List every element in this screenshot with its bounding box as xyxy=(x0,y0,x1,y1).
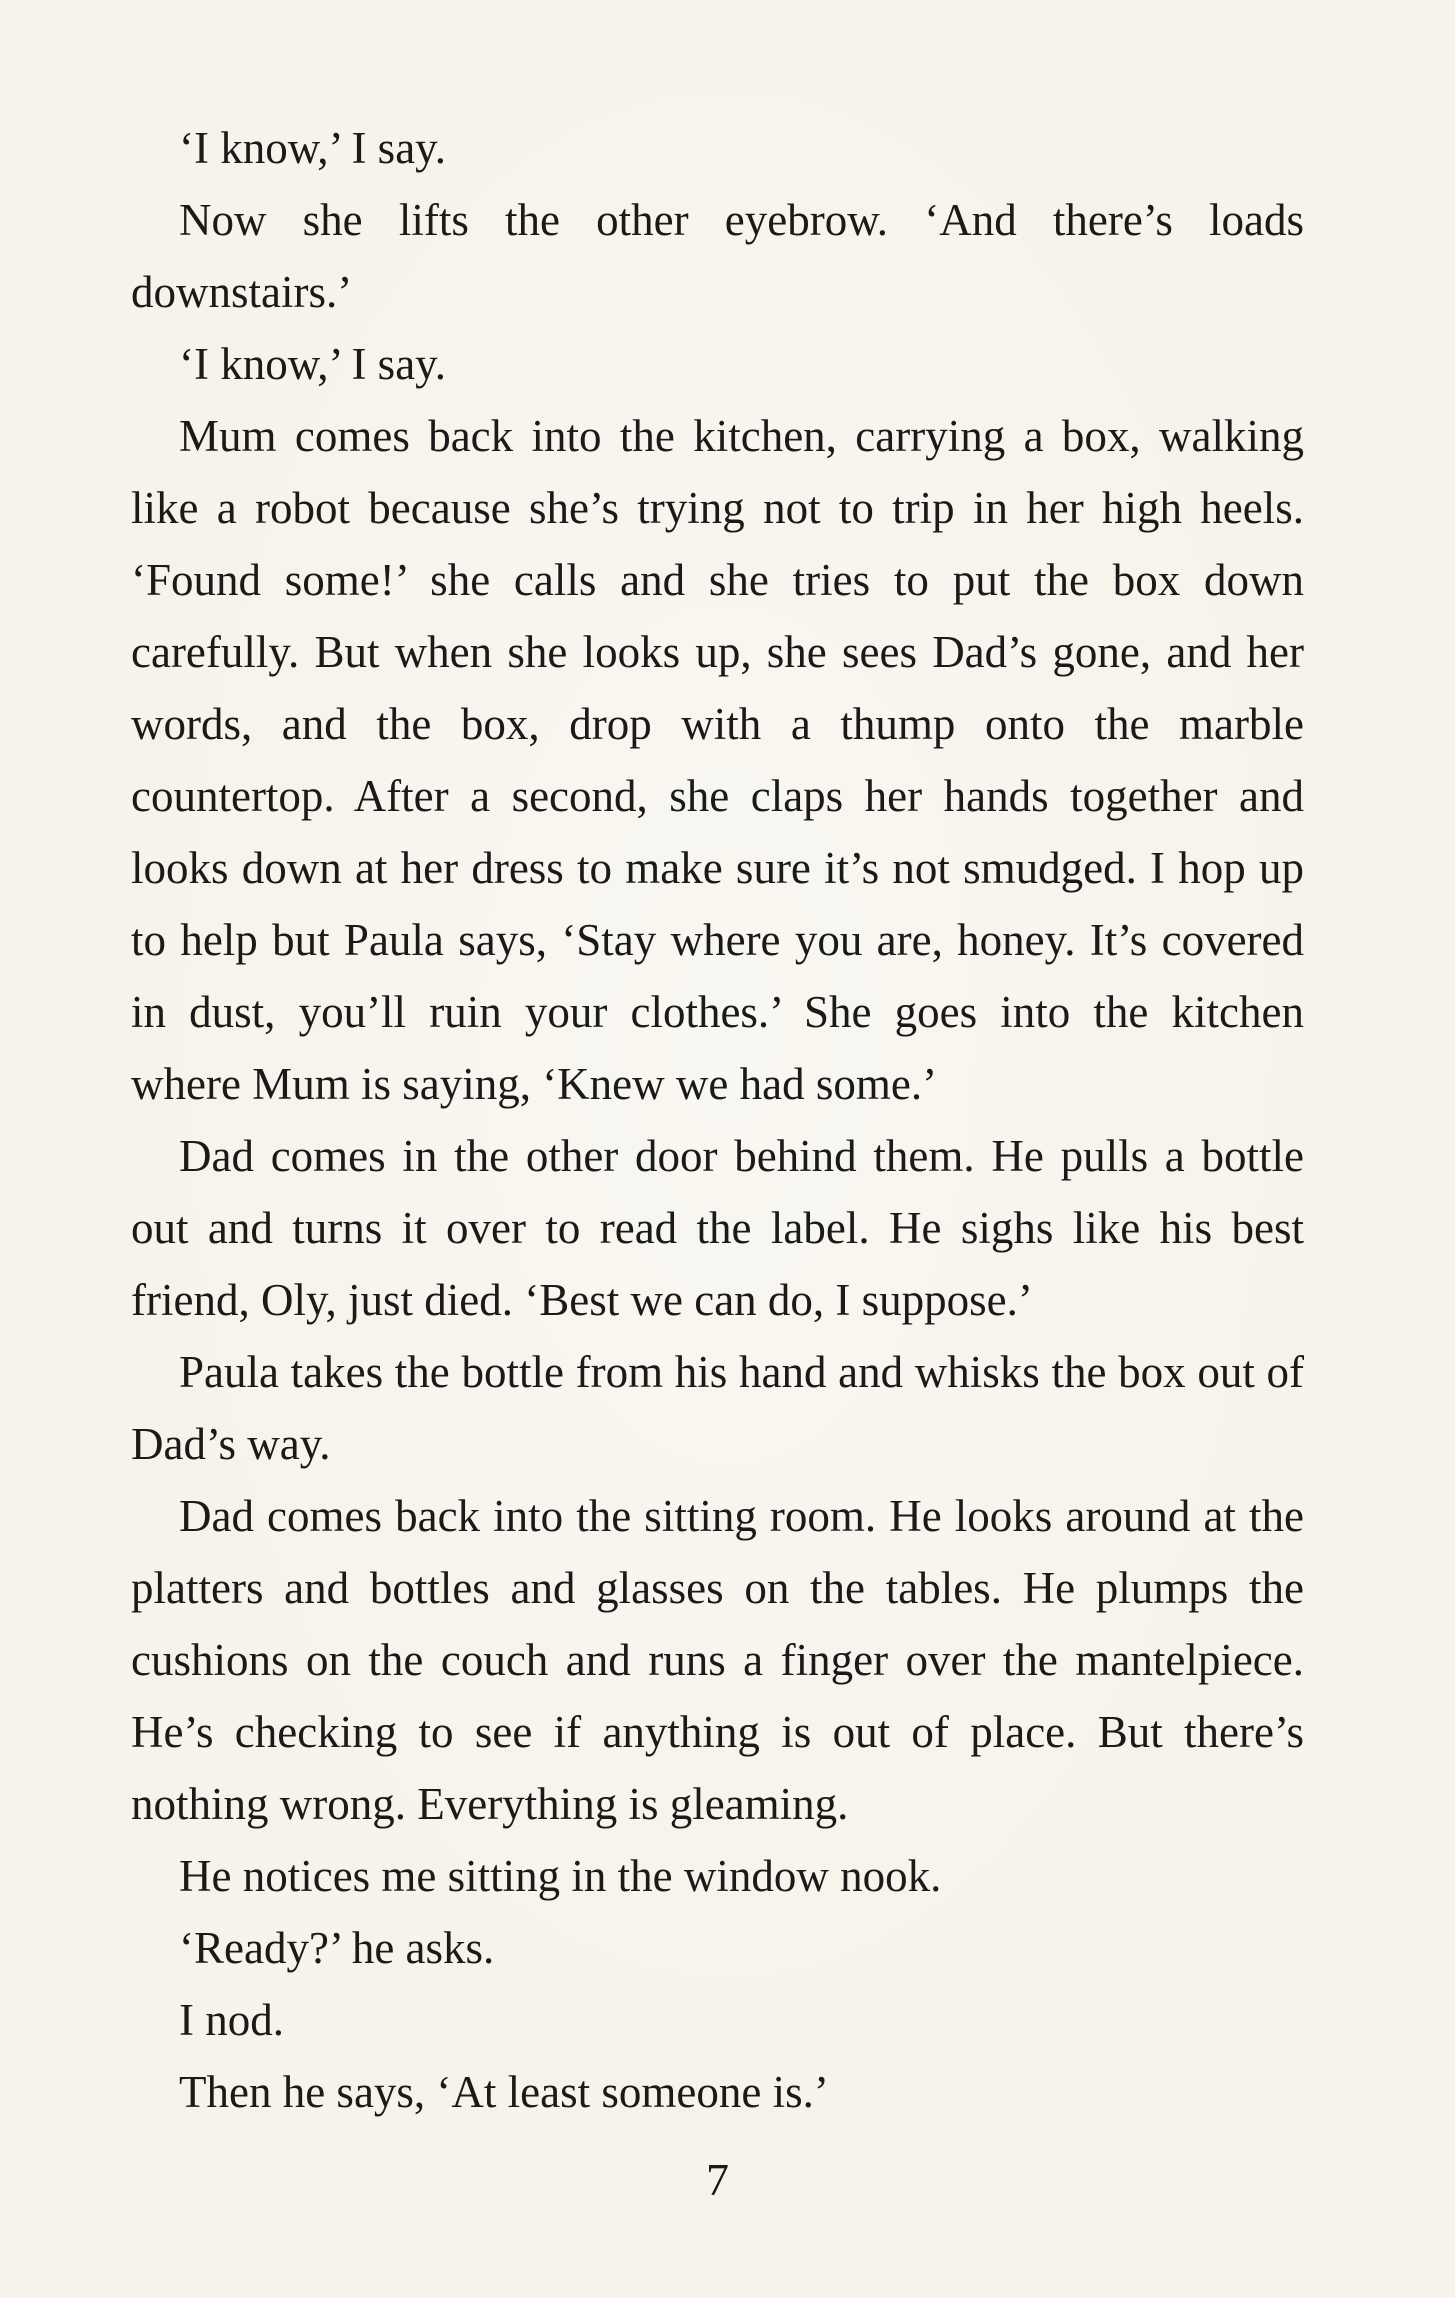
paragraph: Dad comes in the other door behind them. He pulls a bottle out and turns it over to read the label. He sighs like his best friend, Oly, just died. ‘Best we can do, I suppose.’ xyxy=(131,1131,1304,1325)
paragraph: ‘I know,’ I say. xyxy=(179,123,446,173)
paragraph: Now she lifts the other eyebrow. ‘And there’s loads downstairs.’ xyxy=(131,195,1304,317)
paragraph: Then he says, ‘At least someone is.’ xyxy=(179,2067,829,2117)
paragraph: Mum comes back into the kitchen, carrying a box, walking like a robot because she’s trying not to trip in her high heels. ‘Found some!’ she calls and she tries to put the box down carefully. But when she looks up, she sees Dad’s gone, and her words, and the box, drop with a thump onto the marble countertop. After a second, she claps her hands together and looks down at her dress to make sure it’s not smudged. I hop up to help but Paula says, ‘Stay where you are, honey. It’s covered in dust, you’ll ruin your clothes.’ She goes into the kitchen where Mum is saying, ‘Knew we had some.’ xyxy=(131,411,1304,1109)
body-text xyxy=(131,112,1304,2128)
paragraph: Paula takes the bottle from his hand and whisks the box out of Dad’s way. xyxy=(131,1347,1304,1469)
paragraph: I nod. xyxy=(179,1995,284,2045)
page-number: 7 xyxy=(706,2154,729,2205)
paragraph: ‘I know,’ I say. xyxy=(179,339,446,389)
paragraph: He notices me sitting in the window nook. xyxy=(179,1851,942,1901)
paragraph: ‘Ready?’ he asks. xyxy=(179,1923,495,1973)
paragraph: Dad comes back into the sitting room. He looks around at the platters and bottles and glasses on the tables. He plumps the cushions on the couch and runs a finger over the mantelpiece. He’s checking to see if anything is out of place. But there’s nothing wrong. Everything is gleaming. xyxy=(131,1491,1304,1829)
